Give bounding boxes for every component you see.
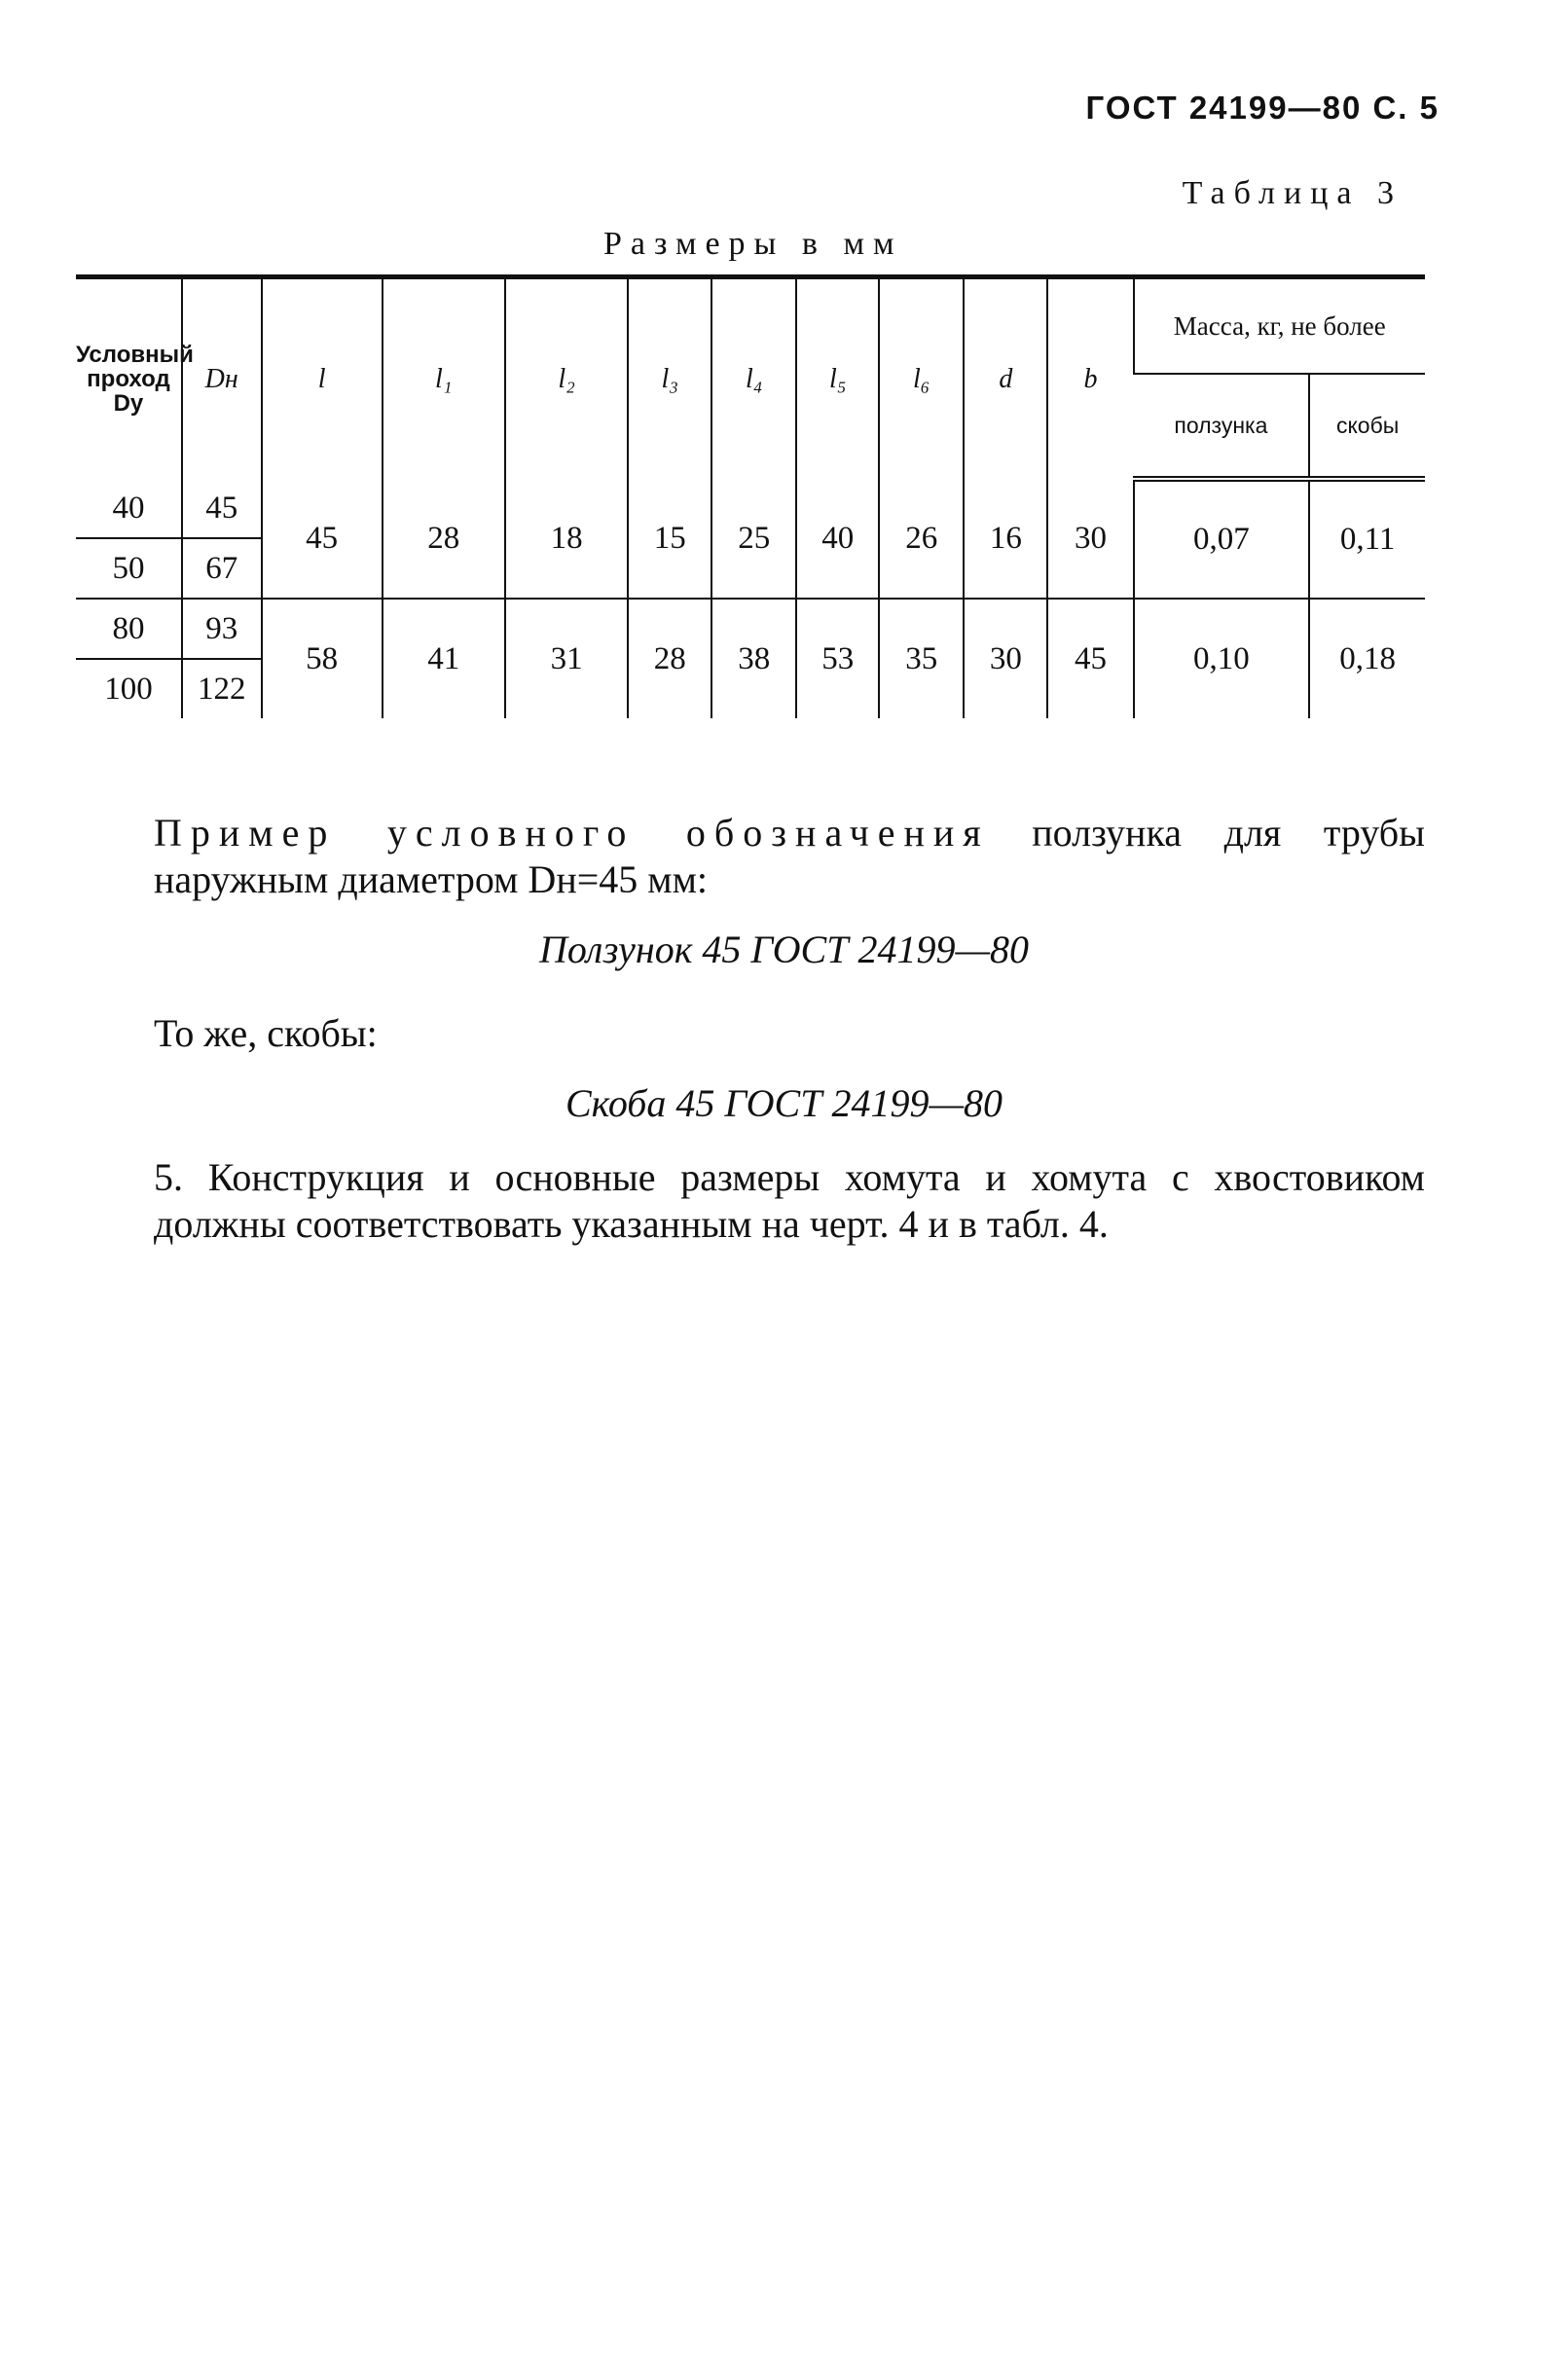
table-cell-l5: 40 xyxy=(796,479,879,599)
same-brackets-line: То же, скобы: xyxy=(154,1011,378,1055)
table-cell-dn: 45 xyxy=(182,479,262,538)
table-caption: Таблица 3 xyxy=(1182,175,1403,211)
col-header-l4: l₄ xyxy=(711,277,796,480)
col-header-l6: l₆ xyxy=(879,277,964,480)
table-cell-l3: 28 xyxy=(628,599,711,718)
table-units-label: Размеры в мм xyxy=(603,226,903,262)
col-header-l: l xyxy=(262,277,383,480)
table-cell-dy: 50 xyxy=(76,538,182,599)
table-cell-l1: 41 xyxy=(383,599,505,718)
table-cell-l4: 38 xyxy=(711,599,796,718)
table-cell-dy: 40 xyxy=(112,490,145,526)
table-cell-dy: 80 xyxy=(76,599,182,659)
col-header-mass-slider: ползунка xyxy=(1134,374,1310,479)
example-rest: ползунка для трубы наружным диаметром Dн=45 мм: xyxy=(154,811,1426,901)
col-header-l5: l₅ xyxy=(796,277,879,480)
table-cell-mass-bracket: 0,11 xyxy=(1309,479,1425,599)
table-cell-dn: 93 xyxy=(182,599,262,659)
table-cell-d: 30 xyxy=(964,599,1047,718)
designation-slider: Ползунок 45 ГОСТ 24199—80 xyxy=(538,928,1030,971)
table-cell-l6: 26 xyxy=(879,479,964,599)
table-cell-l: 58 xyxy=(262,599,383,718)
table-cell-l3: 15 xyxy=(628,479,711,599)
table-cell-l6: 35 xyxy=(879,599,964,718)
table-cell-b: 30 xyxy=(1047,479,1133,599)
table-cell-l5: 53 xyxy=(796,599,879,718)
col-header-l3: l₃ xyxy=(628,277,711,480)
designation-bracket: Скоба 45 ГОСТ 24199—80 xyxy=(565,1081,1003,1125)
col-header-l2: l₂ xyxy=(505,277,628,480)
table-cell-l4: 25 xyxy=(711,479,796,599)
dimensions-table xyxy=(76,274,1425,718)
table-cell-l2: 18 xyxy=(505,479,628,599)
table-cell-mass-slider: 0,10 xyxy=(1134,599,1310,718)
col-header-conditional-pass: Условный проход Dу xyxy=(76,341,194,418)
table-cell-dy: 100 xyxy=(76,659,182,718)
col-header-mass-bracket: скобы xyxy=(1309,374,1425,479)
col-header-l1: l₁ xyxy=(383,277,505,480)
col-header-d: d xyxy=(964,277,1047,480)
table-cell-l1: 28 xyxy=(383,479,505,599)
table-cell-mass-bracket: 0,18 xyxy=(1309,599,1425,718)
table-cell-dn: 122 xyxy=(182,659,262,718)
table-cell-mass-slider: 0,07 xyxy=(1134,479,1310,599)
table-cell-l: 45 xyxy=(262,479,383,599)
col-header-b: b xyxy=(1047,277,1133,480)
clause-5-paragraph: 5. Конструкция и основные размеры хомута и хомута с хвостовиком должны соответствовать указанным на черт. 4 и в табл. 4. xyxy=(154,1155,1425,1246)
table-cell-l2: 31 xyxy=(505,599,628,718)
table-cell-b: 45 xyxy=(1047,599,1133,718)
page-header: ГОСТ 24199—80 С. 5 xyxy=(1085,90,1440,126)
table-cell-d: 16 xyxy=(964,479,1047,599)
table-cell-dn: 67 xyxy=(182,538,262,599)
col-header-dn: Dн xyxy=(182,277,262,480)
example-intro: Пример условного обозначения xyxy=(154,811,990,855)
col-header-mass: Масса, кг, не более xyxy=(1134,277,1425,375)
example-paragraph xyxy=(154,810,1425,903)
